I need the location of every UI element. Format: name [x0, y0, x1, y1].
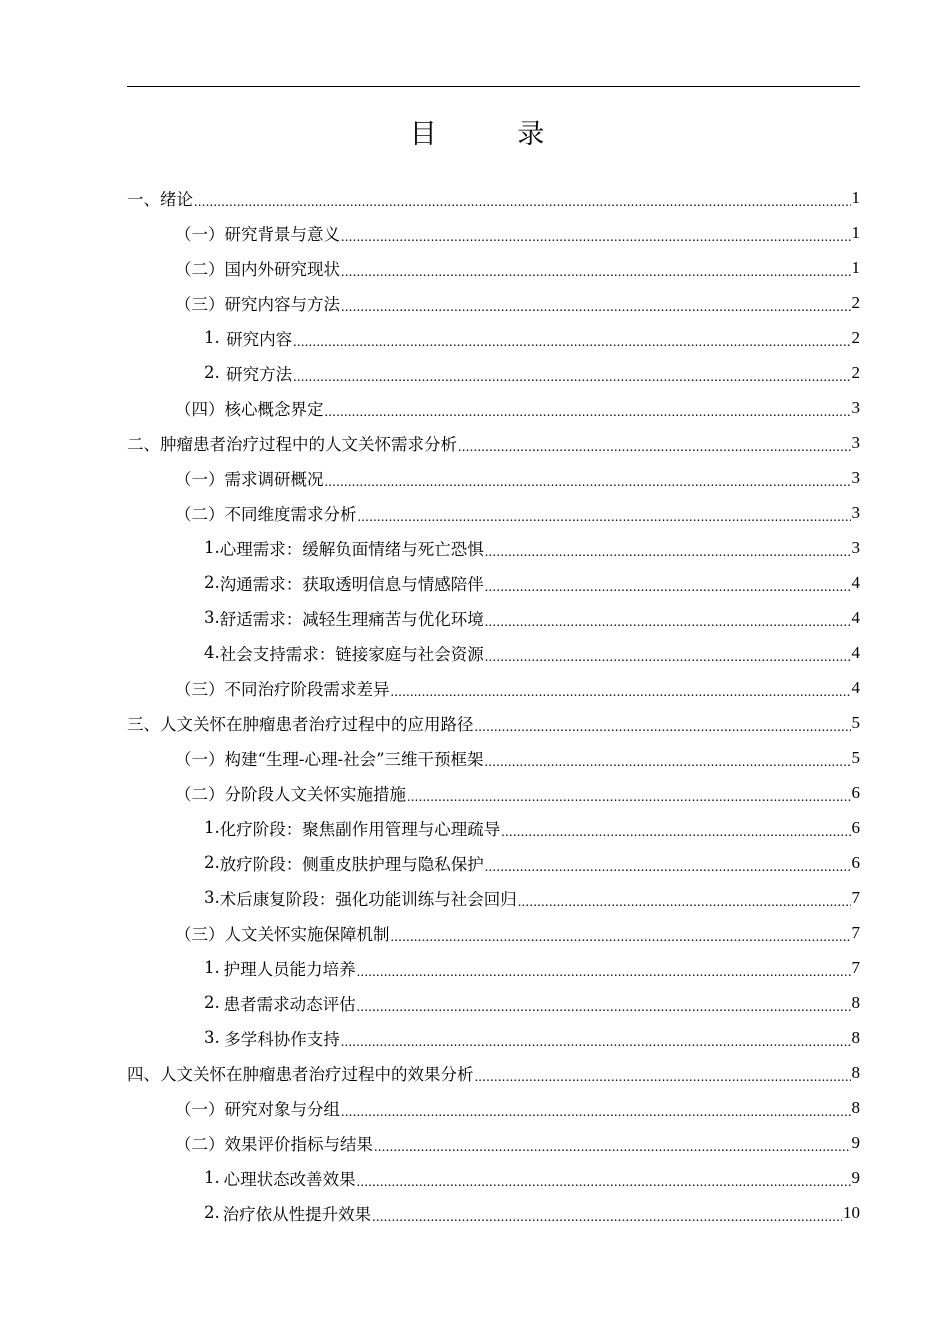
dot-leader	[341, 1031, 851, 1051]
toc-entry[interactable]	[127, 565, 860, 600]
toc-entry-title: 国内外研究现状	[224, 259, 340, 279]
toc-entry-page-number: 8	[851, 992, 860, 1012]
dot-leader	[341, 296, 851, 316]
toc-entry[interactable]	[127, 880, 860, 915]
toc-entry-number: 2.	[204, 993, 220, 1012]
toc-entry-title: 人文关怀实施保障机制	[224, 924, 390, 944]
dot-leader	[357, 996, 851, 1016]
toc-entry-page-number: 6	[851, 817, 860, 837]
toc-entry-number: 一、	[127, 189, 160, 209]
toc-entry-title: 构建“生理-心理-社会”三维干预框架	[224, 749, 484, 769]
toc-entry[interactable]	[127, 460, 860, 495]
toc-entry[interactable]	[127, 320, 860, 355]
toc-entry-number: 3.	[204, 888, 220, 907]
dot-leader	[372, 1206, 842, 1226]
toc-entry-page-number: 3	[851, 432, 860, 452]
toc-entry-title: 研究方法	[226, 364, 293, 384]
toc-entry[interactable]	[127, 530, 860, 565]
toc-entry[interactable]	[127, 425, 860, 460]
toc-entry-page-number: 8	[851, 1097, 860, 1117]
toc-entry-number: 1.	[204, 328, 220, 347]
toc-entry-title: 舒适需求：减轻生理痛苦与优化环境	[219, 609, 484, 629]
toc-entry-title: 护理人员能力培养	[223, 959, 356, 979]
table-of-contents	[127, 180, 860, 1230]
toc-entry[interactable]	[127, 810, 860, 845]
toc-entry[interactable]	[127, 495, 860, 530]
toc-entry-page-number: 5	[851, 747, 860, 767]
toc-entry-number: 4.	[204, 643, 220, 662]
toc-entry-number: （三）	[175, 294, 225, 314]
toc-entry-page-number: 4	[851, 642, 860, 662]
dot-leader	[485, 576, 851, 596]
toc-entry[interactable]	[127, 845, 860, 880]
page-title: 目 录	[409, 119, 581, 150]
toc-entry-number: 1.	[204, 538, 220, 557]
toc-entry-title: 研究内容与方法	[224, 294, 340, 314]
header-rule	[127, 86, 860, 87]
toc-entry-page-number: 9	[851, 1132, 860, 1152]
dot-leader	[357, 961, 851, 981]
dot-leader	[341, 1101, 851, 1121]
dot-leader	[475, 1066, 851, 1086]
toc-entry-title: 研究对象与分组	[224, 1099, 340, 1119]
toc-entry-number: 三、	[127, 714, 160, 734]
toc-entry-number: 四、	[127, 1064, 160, 1084]
toc-entry[interactable]	[127, 250, 860, 285]
dot-leader	[358, 506, 851, 526]
dot-leader	[485, 611, 851, 631]
toc-entry-title: 效果评价指标与结果	[224, 1134, 373, 1154]
toc-entry[interactable]	[127, 215, 860, 250]
toc-entry[interactable]	[127, 1195, 860, 1230]
dot-leader	[391, 681, 851, 701]
toc-entry-number: （一）	[175, 749, 225, 769]
toc-entry-number: 1.	[204, 818, 220, 837]
toc-entry-page-number: 6	[851, 852, 860, 872]
toc-entry-page-number: 3	[851, 537, 860, 557]
dot-leader	[357, 1171, 851, 1191]
dot-leader	[325, 401, 851, 421]
toc-entry[interactable]	[127, 950, 860, 985]
toc-entry-title: 研究内容	[226, 329, 293, 349]
toc-entry-page-number: 4	[851, 607, 860, 627]
dot-leader	[341, 226, 851, 246]
toc-entry-number: （二）	[175, 784, 225, 804]
toc-entry[interactable]	[127, 775, 860, 810]
toc-entry-number: （二）	[175, 1134, 225, 1154]
toc-entry-number: （二）	[175, 504, 225, 524]
toc-entry-page-number: 2	[851, 292, 860, 312]
toc-entry-page-number: 1	[851, 222, 860, 242]
toc-entry-title: 心理状态改善效果	[223, 1169, 356, 1189]
toc-entry-page-number: 9	[851, 1167, 860, 1187]
toc-entry-title: 研究背景与意义	[224, 224, 340, 244]
toc-entry-number: 3.	[204, 1028, 220, 1047]
dot-leader	[407, 786, 851, 806]
toc-entry-page-number: 3	[851, 397, 860, 417]
toc-entry[interactable]	[127, 915, 860, 950]
toc-entry[interactable]	[127, 1090, 860, 1125]
toc-entry[interactable]	[127, 1020, 860, 1055]
dot-leader	[485, 751, 851, 771]
toc-entry-page-number: 8	[851, 1062, 860, 1082]
toc-entry-number: （四）	[175, 399, 225, 419]
toc-entry-title: 绪论	[160, 189, 193, 209]
toc-entry-page-number: 7	[851, 957, 860, 977]
toc-entry[interactable]	[127, 635, 860, 670]
toc-entry-number: （一）	[175, 469, 225, 489]
toc-entry-number: （二）	[175, 259, 225, 279]
toc-entry-page-number: 1	[851, 257, 860, 277]
toc-entry-number: 二、	[127, 434, 160, 454]
toc-entry-page-number: 8	[851, 1027, 860, 1047]
toc-entry-page-number: 5	[851, 712, 860, 732]
toc-entry-number: （三）	[175, 924, 225, 944]
toc-entry-page-number: 10	[843, 1202, 860, 1222]
toc-entry-page-number: 2	[851, 362, 860, 382]
toc-entry-title: 人文关怀在肿瘤患者治疗过程中的应用路径	[160, 714, 474, 734]
toc-entry-number: 1.	[204, 1168, 220, 1187]
toc-entry[interactable]	[127, 1125, 860, 1160]
toc-entry-page-number: 1	[851, 187, 860, 207]
toc-entry-title: 治疗依从性提升效果	[222, 1204, 372, 1224]
dot-leader	[374, 1136, 851, 1156]
toc-entry-title: 放疗阶段：侧重皮肤护理与隐私保护	[219, 854, 484, 874]
toc-entry-title: 分阶段人文关怀实施措施	[224, 784, 406, 804]
toc-entry-page-number: 4	[851, 677, 860, 697]
toc-entry-page-number: 2	[851, 327, 860, 347]
toc-entry-number: （一）	[175, 1099, 225, 1119]
toc-entry-page-number: 3	[851, 467, 860, 487]
dot-leader	[458, 436, 851, 456]
toc-entry[interactable]	[127, 705, 860, 740]
toc-entry-page-number: 7	[851, 922, 860, 942]
toc-entry-title: 需求调研概况	[224, 469, 324, 489]
dot-leader	[518, 891, 851, 911]
dot-leader	[485, 541, 851, 561]
toc-entry-title: 核心概念界定	[224, 399, 324, 419]
dot-leader	[391, 926, 851, 946]
dot-leader	[501, 821, 850, 841]
toc-entry[interactable]	[127, 390, 860, 425]
toc-entry-number: 2.	[204, 1203, 220, 1222]
toc-entry[interactable]	[127, 740, 860, 775]
toc-entry-title: 肿瘤患者治疗过程中的人文关怀需求分析	[160, 434, 457, 454]
toc-entry-page-number: 4	[851, 572, 860, 592]
toc-entry[interactable]	[127, 985, 860, 1020]
toc-entry-title: 多学科协作支持	[224, 1029, 340, 1049]
toc-entry-title: 人文关怀在肿瘤患者治疗过程中的效果分析	[160, 1064, 474, 1084]
dot-leader	[293, 331, 850, 351]
toc-entry[interactable]	[127, 1055, 860, 1090]
dot-leader	[194, 191, 851, 211]
toc-entry-title: 沟通需求：获取透明信息与情感陪伴	[219, 574, 484, 594]
toc-entry-title: 术后康复阶段：强化功能训练与社会回归	[219, 889, 517, 909]
toc-entry-title: 患者需求动态评估	[223, 994, 356, 1014]
toc-entry-number: 2.	[204, 363, 220, 382]
toc-entry-title: 不同维度需求分析	[224, 504, 357, 524]
toc-entry-number: （三）	[175, 679, 225, 699]
dot-leader	[325, 471, 851, 491]
toc-entry-title: 心理需求：缓解负面情绪与死亡恐惧	[219, 539, 484, 559]
toc-entry[interactable]	[127, 180, 860, 215]
toc-entry-title: 社会支持需求：链接家庭与社会资源	[219, 644, 484, 664]
toc-entry-title: 化疗阶段：聚焦副作用管理与心理疏导	[219, 819, 501, 839]
toc-entry[interactable]	[127, 670, 860, 705]
toc-entry-number: 1.	[204, 958, 220, 977]
toc-entry-title: 不同治疗阶段需求差异	[224, 679, 390, 699]
toc-entry-number: 2.	[204, 573, 220, 592]
toc-entry[interactable]	[127, 355, 860, 390]
dot-leader	[485, 856, 851, 876]
toc-entry-page-number: 6	[851, 782, 860, 802]
toc-entry[interactable]	[127, 600, 860, 635]
dot-leader	[485, 646, 851, 666]
toc-entry-page-number: 3	[851, 502, 860, 522]
toc-entry-number: 2.	[204, 853, 220, 872]
toc-entry-number: 3.	[204, 608, 220, 627]
dot-leader	[475, 716, 851, 736]
dot-leader	[341, 261, 851, 281]
toc-entry[interactable]	[127, 285, 860, 320]
toc-entry[interactable]	[127, 1160, 860, 1195]
toc-entry-number: （一）	[175, 224, 225, 244]
toc-entry-page-number: 7	[851, 887, 860, 907]
dot-leader	[293, 366, 850, 386]
